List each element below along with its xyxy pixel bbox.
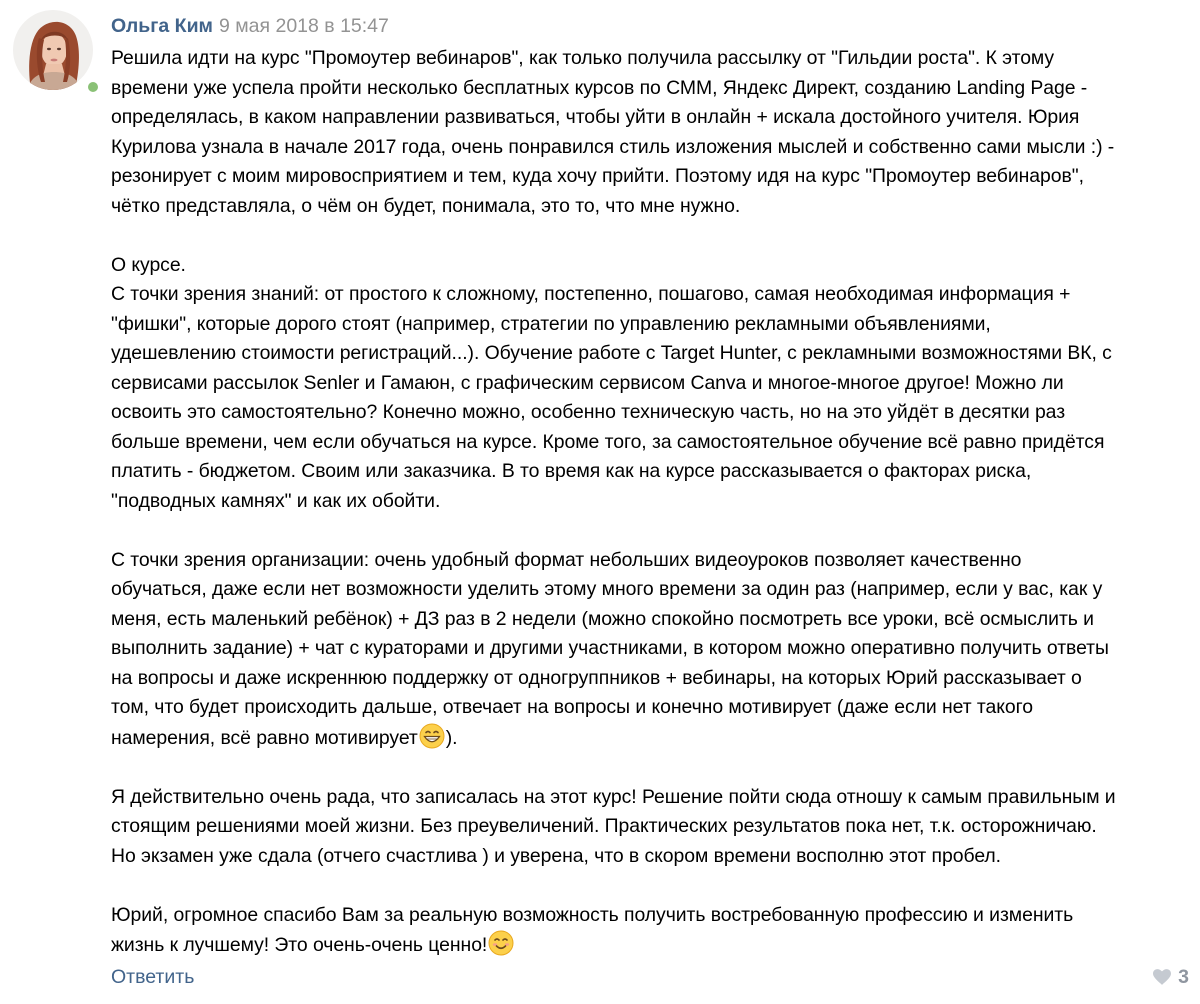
paragraph-thanks <box>111 901 1189 961</box>
paragraph-about-course: О курсе. С точки зрения знаний: от простого к сложному, постепенно, пошагово, самая необходимая информация + "фишки", которые дорого стоят (например, стратегии по управлению рекламными объявлениями, удешевлению стоимости регистраций...). Обучение работе с Target Hunter, с рекламными возможностями ВК, с сервисами рассылок Senler и Гамаюн, с графическим сервисом Canva и многое-многое другое! Можно ли освоить это самостоятельно? Конечно можно, особенно техническую часть, но на это уйдёт в десятки раз больше времени, чем если обучаться на курсе. Кроме того, за самостоятельное обучение всё равно придётся платить - бюджетом. Своим или заказчика. В то время как на курсе рассказывается о факторах риска, "подводных камнях" и как их обойти. <box>111 253 1112 512</box>
paragraph-intro: Решила идти на курс "Промоутер вебинаров", как только получила рассылку от "Гильдии роста". К этому времени уже успела пройти несколько бесплатных курсов по СММ, Яндекс Директ, созданию Landing Page - определялась, в каком направлении развиваться, чтобы уйти в онлайн + искала достойного учителя. Юрия Курилова узнала в начале 2017 года, очень понравился стиль изложения мыслей и собственно сами мысли :) - резонирует с моим мировосприятием и тем, куда хочу прийти. Поэтому идя на курс "Промоутер вебинаров", чётко представляла, о чём он будет, понимала, это то, что мне нужно. <box>111 47 1115 217</box>
like-count: 3 <box>1178 966 1189 988</box>
paragraph-organization-end: ). <box>445 726 458 749</box>
paragraph-organization <box>111 546 1189 754</box>
like-button[interactable] <box>1153 964 1189 990</box>
heart-icon <box>1153 969 1171 985</box>
paragraph-thanks-text: Юрий, огромное спасибо Вам за реальную возможность получить востребованную профессию и изменить жизнь к лучшему! Это очень-очень ценно! <box>111 903 1074 956</box>
comment-header <box>111 13 389 39</box>
reply-button[interactable]: Ответить <box>111 966 195 988</box>
avatar-image <box>13 10 93 90</box>
comment-footer <box>111 964 1189 990</box>
paragraph-spacer <box>111 516 1189 546</box>
paragraph-gratitude-course: Я действительно очень рада, что записалась на этот курс! Решение пойти сюда отношу к самым правильным и стоящим решениями моей жизни. Без преувеличений. Практических результатов пока нет, т.к. осторожничаю. Но экзамен уже сдала (отчего счастлива ) и уверена, что в скором времени восполню этот пробел. <box>111 785 1116 867</box>
online-status-indicator <box>85 79 101 95</box>
paragraph-spacer <box>111 871 1189 901</box>
paragraph-spacer <box>111 753 1189 783</box>
smiling-face-emoji <box>488 930 514 956</box>
grinning-face-emoji <box>419 723 445 749</box>
post-date-link[interactable]: 9 мая 2018 в 15:47 <box>219 15 389 37</box>
paragraph-organization-text: С точки зрения организации: очень удобный формат небольших видеоуроков позволяет качественно обучаться, даже если нет возможности уделить этому много времени за один раз (например, если у вас, как у меня, есть маленький ребёнок) + ДЗ раз в 2 недели (можно спокойно посмотреть все уроки, всё осмыслить и выполнить задание) + чат с кураторами и другими участниками, в котором можно оперативно получить ответы на вопросы и даже искреннюю поддержку от одногруппников + вебинары, на которых Юрий рассказывает о том, что будет происходить дальше, отвечает на вопросы и конечно мотивирует (даже если нет такого намерения, всё равно мотивирует <box>111 548 1109 749</box>
paragraph-spacer <box>111 221 1189 251</box>
author-name-link[interactable]: Ольга Ким <box>111 15 213 37</box>
comment-body <box>111 44 1189 961</box>
avatar[interactable] <box>13 10 93 90</box>
